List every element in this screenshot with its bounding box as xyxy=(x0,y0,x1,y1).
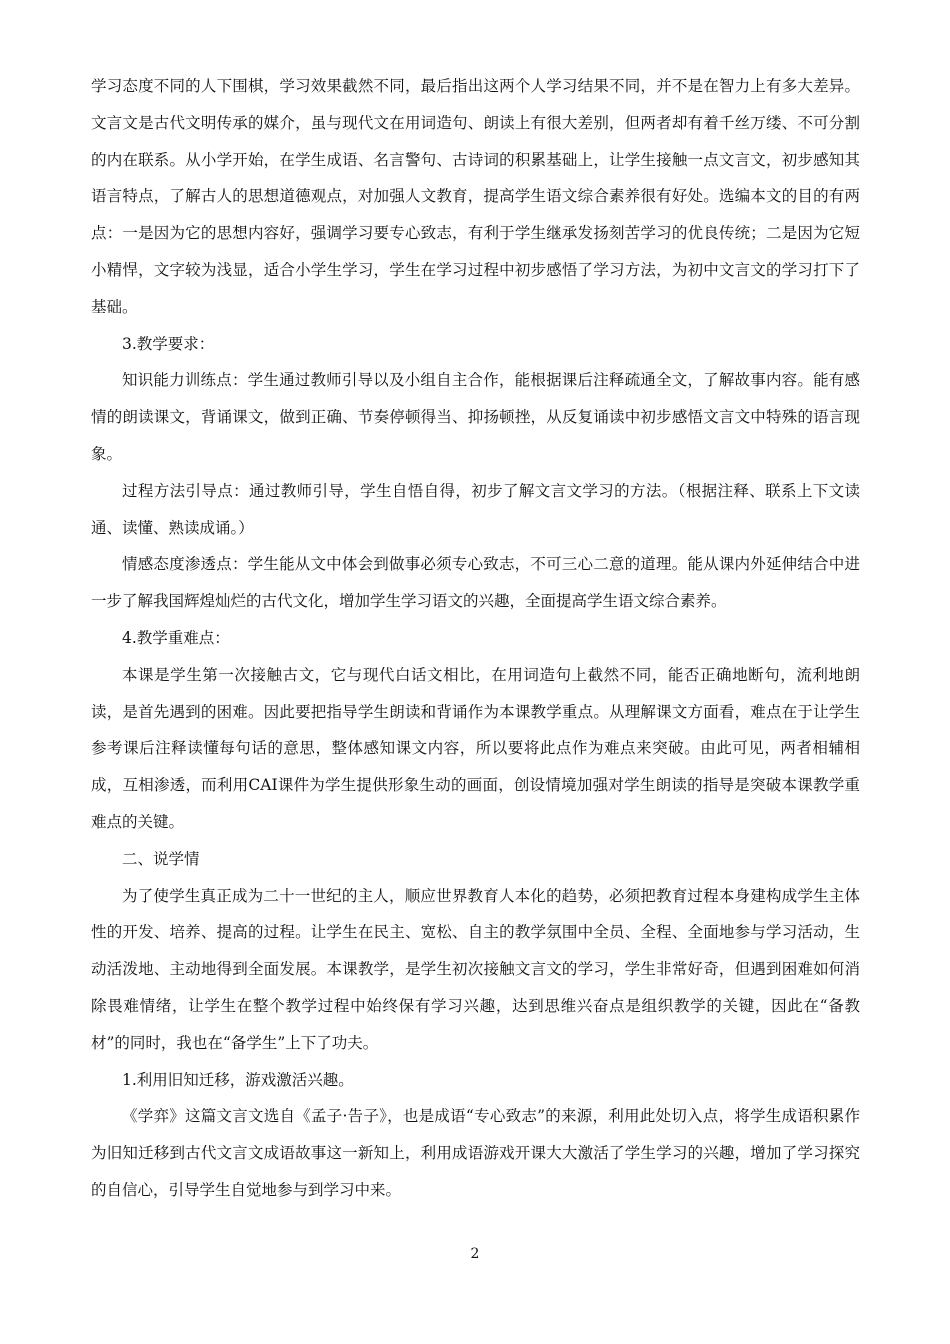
heading-teaching-requirements: 3.教学要求： xyxy=(122,334,215,353)
page-number: 2 xyxy=(470,1246,480,1262)
heading-key-difficult-points: 4.教学重难点： xyxy=(122,628,230,647)
paragraph-knowledge-transfer: 《学弈》这篇文言文选自《孟子·告子》，也是成语“专心致志”的来源，利用此处切入点，将学生成语积累作为旧知迁移到古代文言文成语故事这一新知上，利用成语游戏开课大大激活了学生学习的兴趣，增加了学习探究的自信心，引导学生自觉地参与到学习中来。 xyxy=(91,1107,860,1199)
document-body xyxy=(91,68,860,1209)
paragraph-key-difficult-points: 本课是学生第一次接触古文，它与现代白话文相比，在用词造句上截然不同，能否正确地断句，流利地朗读，是首先遇到的困难。因此要把指导学生朗读和背诵作为本课教学重点。从理解课文方面看，难点在于让学生参考课后注释读懂每句话的意思，整体感知课文内容，所以要将此点作为难点来突破。由此可见，两者相辅相成，互相渗透，而利用CAI课件为学生提供形象生动的画面，创设情境加强对学生朗读的指导是突破本课教学重难点的关键。 xyxy=(91,665,860,831)
paragraph-process-method: 过程方法引导点：通过教师引导，学生自悟自得，初步了解文言文学习的方法。（根据注释、联系上下文读通、读懂、熟读成诵。） xyxy=(91,481,860,537)
paragraph-student-analysis: 为了使学生真正成为二十一世纪的主人，顺应世界教育人本化的趋势，必须把教育过程本身建构成学生主体性的开发、培养、提高的过程。让学生在民主、宽松、自主的教学氛围中全员、全程、全面地参与学习活动，生动活泼地、主动地得到全面发展。本课教学，是学生初次接触文言文的学习，学生非常好奇，但遇到困难如何消除畏难情绪，让学生在整个教学过程中始终保有学习兴趣，达到思维兴奋点是组织教学的关键，因此在“备教材”的同时，我也在“备学生”上下了功夫。 xyxy=(91,886,860,1052)
paragraph-emotion-attitude: 情感态度渗透点：学生能从文中体会到做事必须专心致志，不可三心二意的道理。能从课内外延伸结合中进一步了解我国辉煌灿烂的古代文化，增加学生学习语文的兴趣，全面提高学生语文综合素养。 xyxy=(91,555,860,611)
paragraph-continuation: 学习态度不同的人下围棋，学习效果截然不同，最后指出这两个人学习结果不同，并不是在智力上有多大差异。文言文是古代文明传承的媒介，虽与现代文在用词造句、朗读上有很大差别，但两者却有着千丝万缕、不可分割的内在联系。从小学开始，在学生成语、名言警句、古诗词的积累基础上，让学生接触一点文言文，初步感知其语言特点，了解古人的思想道德观点，对加强人文教育，提高学生语文综合素养很有好处。选编本文的目的有两点：一是因为它的思想内容好，强调学习要专心致志，有利于学生继承发扬刻苦学习的优良传统；二是因为它短小精悍，文字较为浅显，适合小学生学习，学生在学习过程中初步感悟了学习方法，为初中文言文的学习打下了基础。 xyxy=(91,77,860,316)
paragraph-knowledge-ability: 知识能力训练点：学生通过教师引导以及小组自主合作，能根据课后注释疏通全文，了解故事内容。能有感情的朗读课文，背诵课文，做到正确、节奏停顿得当、抑扬顿挫，从反复诵读中初步感悟文言文中特殊的语言现象。 xyxy=(91,371,860,463)
heading-student-analysis: 二、说学情 xyxy=(122,849,200,868)
heading-knowledge-transfer: 1.利用旧知迁移，游戏激活兴趣。 xyxy=(122,1070,354,1089)
